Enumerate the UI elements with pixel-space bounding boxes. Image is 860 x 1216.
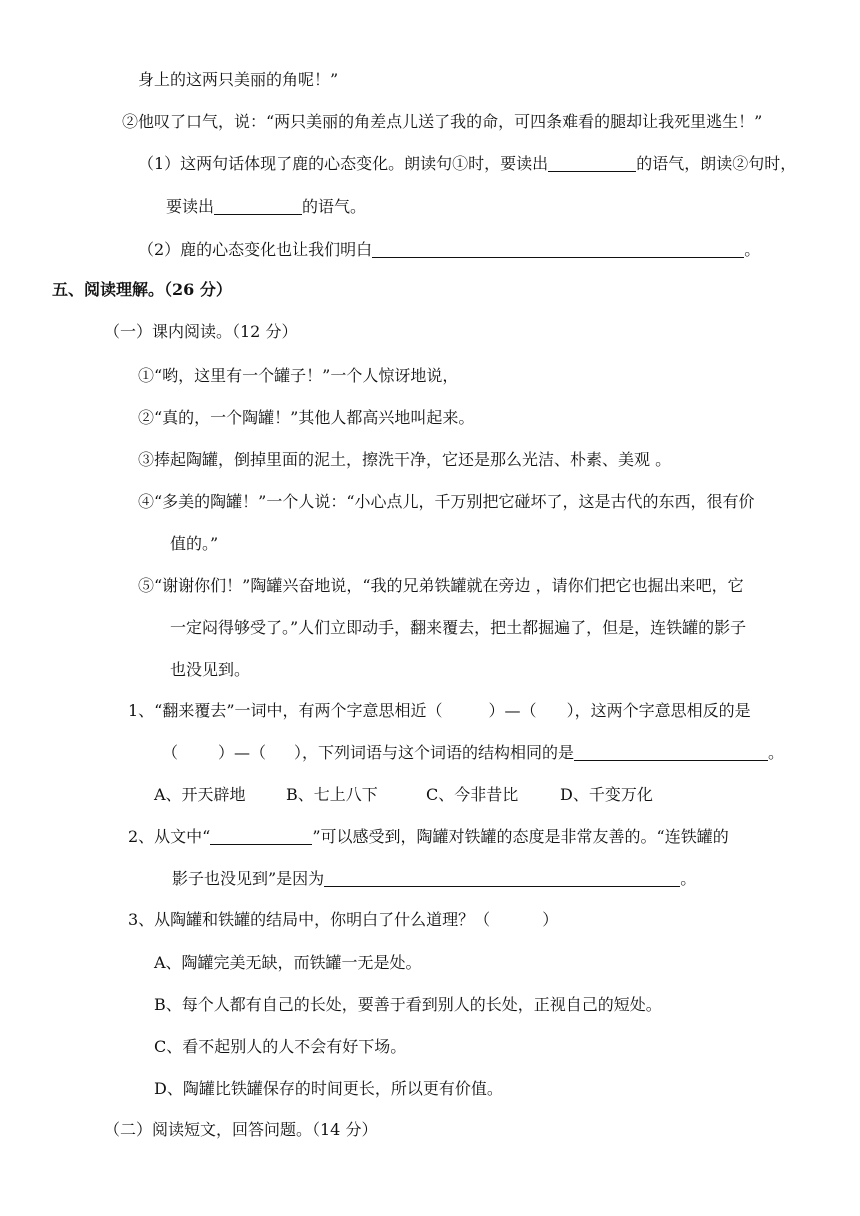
answer-blank[interactable] [574, 744, 768, 761]
passage-line [138, 408, 474, 428]
text: （1）这两句话体现了鹿的心态变化。朗读句①时，要读出 [138, 154, 549, 173]
option-d[interactable]: D、千变万化 [560, 785, 653, 804]
text: ）—（ [488, 701, 537, 720]
answer-blank[interactable] [372, 241, 744, 258]
passage-line [138, 450, 671, 470]
passage-line [138, 366, 458, 386]
text: ”可以感受到，陶罐对铁罐的态度是非常友善的。“连铁罐的 [312, 827, 729, 846]
text: ②他叹了口气，说：“两只美丽的角差点儿送了我的命，可四条难看的腿却让我死里逃生！” [122, 112, 763, 131]
text: 2、从文中“ [128, 827, 211, 846]
text: 五、阅读理解。（26 分） [52, 280, 232, 299]
text: 。 [744, 240, 761, 259]
passage-line [138, 492, 755, 512]
option-line[interactable] [154, 1079, 503, 1099]
text: ）—（ [218, 743, 267, 762]
option-c[interactable]: C、今非昔比 [426, 785, 519, 804]
question-line [172, 869, 696, 889]
text: 。 [768, 743, 785, 762]
answer-blank[interactable] [548, 155, 636, 172]
text-line [122, 112, 762, 132]
text: ⑤“谢谢你们！”陶罐兴奋地说，“我的兄弟铁罐就在旁边 ，请你们把它也掘出来吧，它 [138, 576, 744, 595]
option-d[interactable]: D、陶罐比铁罐保存的时间更长，所以更有价值。 [154, 1079, 503, 1098]
text: 1、“翻来覆去”一词中，有两个字意思相近（ [128, 701, 443, 720]
option-b[interactable]: B、七上八下 [286, 785, 378, 804]
subsection-heading [104, 322, 297, 342]
option-line[interactable] [154, 995, 662, 1015]
question-line [166, 197, 366, 217]
text: 也没见到。 [170, 660, 251, 679]
text: 身上的这两只美丽的角呢！” [138, 70, 339, 89]
section-heading [52, 280, 232, 300]
option-line[interactable] [154, 953, 422, 973]
question-line [128, 827, 729, 847]
text: ①“哟，这里有一个罐子！”一个人惊讶地说， [138, 366, 459, 385]
text: 的语气，朗读②句时， [636, 154, 797, 173]
text: 。 [680, 869, 697, 888]
text: ③捧起陶罐，倒掉里面的泥土，擦洗干净，它还是那么光洁、朴素、美观 。 [138, 450, 672, 469]
answer-blank[interactable] [214, 198, 302, 215]
text: 的语气。 [302, 197, 367, 216]
text: （二）阅读短文，回答问题。（14 分） [104, 1120, 378, 1139]
option-b[interactable]: B、每个人都有自己的长处，要善于看到别人的长处，正视自己的短处。 [154, 995, 662, 1014]
passage-line [170, 660, 250, 680]
option-c[interactable]: C、看不起别人的人不会有好下场。 [154, 1037, 407, 1056]
text: ），这两个字意思相反的是 [566, 701, 751, 720]
text: （2）鹿的心态变化也让我们明白 [138, 240, 373, 259]
question-line [138, 154, 796, 174]
text: ②“真的，一个陶罐！”其他人都高兴地叫起来。 [138, 408, 475, 427]
question-line [162, 743, 784, 763]
text: 值的。” [170, 534, 219, 553]
text: ），下列词语与这个词语的结构相同的是 [294, 743, 575, 762]
text: ） [542, 910, 559, 929]
options-line [154, 785, 653, 805]
option-a[interactable]: A、陶罐完美无缺，而铁罐一无是处。 [154, 953, 422, 972]
option-line[interactable] [154, 1037, 406, 1057]
question-line [138, 240, 760, 260]
answer-blank[interactable] [210, 828, 312, 845]
option-a[interactable]: A、开天辟地 [154, 785, 246, 804]
subsection-heading [104, 1120, 377, 1140]
text: 一定闷得够受了。”人们立即动手，翻来覆去，把土都掘遍了，但是，连铁罐的影子 [170, 618, 747, 637]
text: 3、从陶罐和铁罐的结局中，你明白了什么道理？（ [128, 910, 491, 929]
text: （一）课内阅读。（12 分） [104, 322, 298, 341]
passage-line [138, 576, 744, 596]
text-line [138, 70, 338, 90]
text: ④“多美的陶罐！”一个人说：“小心点儿，千万别把它碰坏了，这是古代的东西，很有价 [138, 492, 755, 511]
text: 要读出 [166, 197, 215, 216]
passage-line [170, 534, 218, 554]
question-line [128, 701, 751, 721]
text: （ [162, 743, 179, 762]
question-line [128, 910, 558, 930]
answer-blank[interactable] [324, 870, 680, 887]
text: 影子也没见到”是因为 [172, 869, 325, 888]
passage-line [170, 618, 746, 638]
